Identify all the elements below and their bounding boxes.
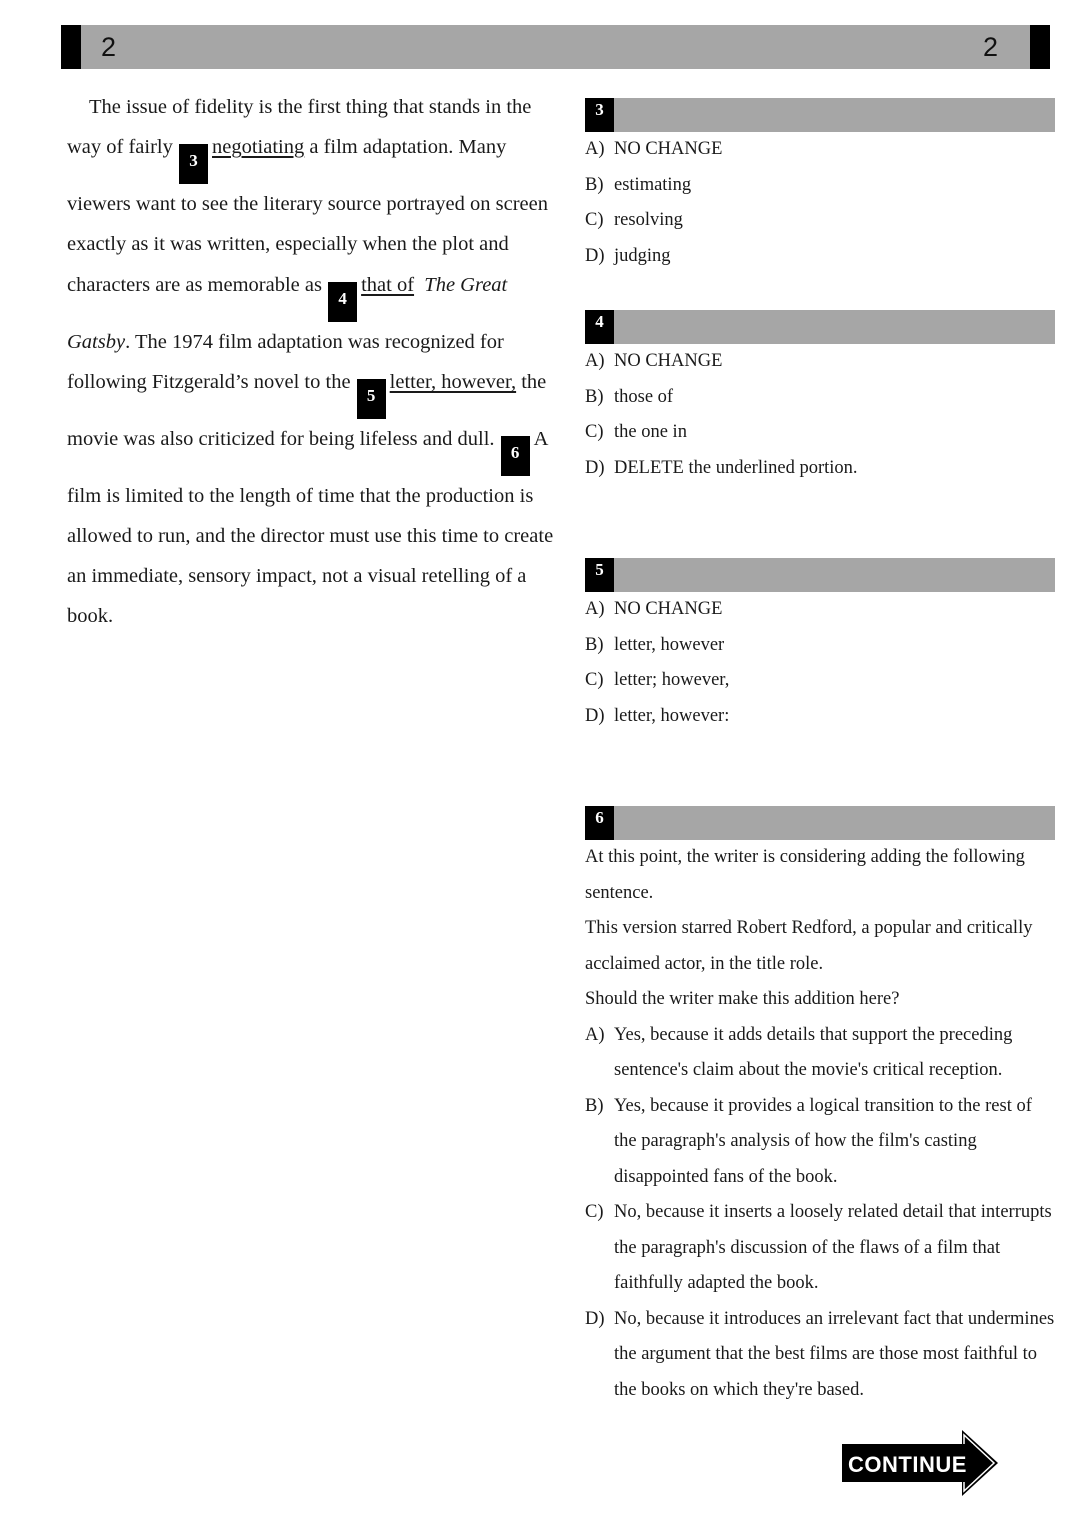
choice-letter: D) (585, 705, 605, 726)
section-header-bar (61, 25, 1050, 69)
question-marker-3[interactable]: 3 (179, 144, 208, 184)
choice-text: letter, however (614, 634, 725, 655)
section-number-left: 2 (101, 32, 117, 62)
underlined-portion-4: that of (361, 273, 415, 296)
continue-label: CONTINUE (842, 1444, 973, 1482)
question-bar (585, 98, 1055, 132)
choice-letter: A) (585, 599, 605, 619)
question-number: 6 (585, 806, 614, 840)
header-right-block (1030, 25, 1050, 69)
choice-text: judging (614, 245, 671, 266)
choice-letter: B) (585, 1095, 604, 1116)
choice-letter: B) (585, 386, 604, 407)
question-bar (585, 310, 1055, 344)
choice-letter: D) (585, 457, 605, 478)
question-stem-intro: At this point, the writer is considering adding the following sentence. (585, 847, 1025, 903)
answer-choices (585, 132, 1055, 274)
choice-text: DELETE the underlined portion. (614, 457, 858, 478)
choice-text: the one in (614, 422, 687, 442)
choice-5d[interactable] (585, 699, 1055, 735)
choice-letter: C) (585, 1202, 604, 1222)
passage-sentence-1: The issue of fidelity is the first thing that stands in the way of fairly (67, 96, 532, 159)
choice-text: No, because it inserts a loosely related detail that interrupts the paragraph's discussion of the flaws of a film that faithfully adapted the book. (614, 1202, 1052, 1293)
choice-text: resolving (614, 210, 683, 230)
book-title: The Great Gatsby (67, 273, 508, 353)
choice-3c[interactable] (585, 203, 1055, 239)
choice-3d[interactable] (585, 239, 1055, 275)
underlined-portion-5: letter, however, (389, 370, 517, 393)
choice-6a[interactable] (585, 1018, 1055, 1089)
choice-6c[interactable] (585, 1195, 1055, 1302)
question-marker-5[interactable]: 5 (357, 379, 386, 419)
answer-choices (585, 592, 1055, 734)
question-3 (585, 98, 1055, 274)
choice-letter: A) (585, 139, 605, 159)
question-bar (585, 806, 1055, 840)
question-number: 3 (585, 98, 614, 132)
choice-letter: B) (585, 174, 604, 195)
choice-letter: C) (585, 210, 604, 230)
choice-4c[interactable] (585, 415, 1055, 451)
choice-4b[interactable] (585, 380, 1055, 416)
question-4 (585, 310, 1055, 486)
passage-sentence-5: A film is limited to the length of time that the production is allowed to run, and the director must use this time to create an immediate, sensory impact, not a visual retelling of a book. (67, 427, 554, 628)
choice-letter: A) (585, 1024, 605, 1045)
answer-choices (585, 1018, 1055, 1409)
choice-text: NO CHANGE (614, 599, 723, 619)
passage-sentence-4: the movie was also criticized for being lifeless and dull. (67, 370, 547, 450)
header-left-block (61, 25, 81, 69)
question-number: 5 (585, 558, 614, 592)
continue-button[interactable] (842, 1428, 1000, 1498)
choice-6d[interactable] (585, 1302, 1055, 1409)
choice-text: NO CHANGE (614, 351, 723, 371)
choice-4d[interactable] (585, 451, 1055, 487)
choice-letter: A) (585, 351, 605, 371)
choice-5a[interactable] (585, 592, 1055, 628)
reading-passage (67, 87, 567, 637)
choice-3b[interactable] (585, 168, 1055, 204)
passage-sentence-3: . The 1974 film adaptation was recognized for following Fitzgerald’s novel to the (67, 330, 504, 393)
choice-text: No, because it introduces an irrelevant fact that undermines the argument that the best films are those most faithful to the books on which they're based. (614, 1308, 1055, 1400)
choice-text: those of (614, 386, 674, 407)
choice-6b[interactable] (585, 1089, 1055, 1196)
question-5 (585, 558, 1055, 734)
choice-letter: B) (585, 634, 604, 655)
underlined-portion-3: negotiating (212, 136, 305, 159)
choice-text: estimating (614, 174, 692, 195)
question-marker-6[interactable]: 6 (501, 436, 530, 476)
section-number-right: 2 (982, 32, 998, 62)
choice-letter: D) (585, 1308, 605, 1329)
choice-5b[interactable] (585, 628, 1055, 664)
choice-5c[interactable] (585, 663, 1055, 699)
choice-4a[interactable] (585, 344, 1055, 380)
choice-letter: D) (585, 245, 605, 266)
question-marker-4[interactable]: 4 (328, 282, 357, 322)
question-bar (585, 558, 1055, 592)
choice-text: Yes, because it adds details that support the preceding sentence's claim about the movie's critical reception. (614, 1024, 1013, 1080)
choice-letter: C) (585, 422, 604, 442)
question-6 (585, 806, 1055, 1408)
choice-text: NO CHANGE (614, 139, 723, 159)
passage-sentence-2: a film adaptation. Many viewers want to see the literary source portrayed on screen exactly as it was written, especially when the plot and characters are as memorable as (67, 136, 548, 296)
choice-text: letter, however: (614, 705, 730, 726)
choice-text: Yes, because it provides a logical transition to the rest of the paragraph's analysis of how the film's casting disappointed fans of the book. (614, 1095, 1032, 1187)
question-stem-prompt: Should the writer make this addition here? (585, 989, 900, 1009)
question-number: 4 (585, 310, 614, 344)
answer-choices (585, 344, 1055, 486)
question-stem-sentence: This version starred Robert Redford, a popular and critically acclaimed actor, in the title role. (585, 918, 1033, 974)
choice-3a[interactable] (585, 132, 1055, 168)
choice-letter: C) (585, 670, 604, 690)
choice-text: letter; however, (614, 670, 730, 690)
